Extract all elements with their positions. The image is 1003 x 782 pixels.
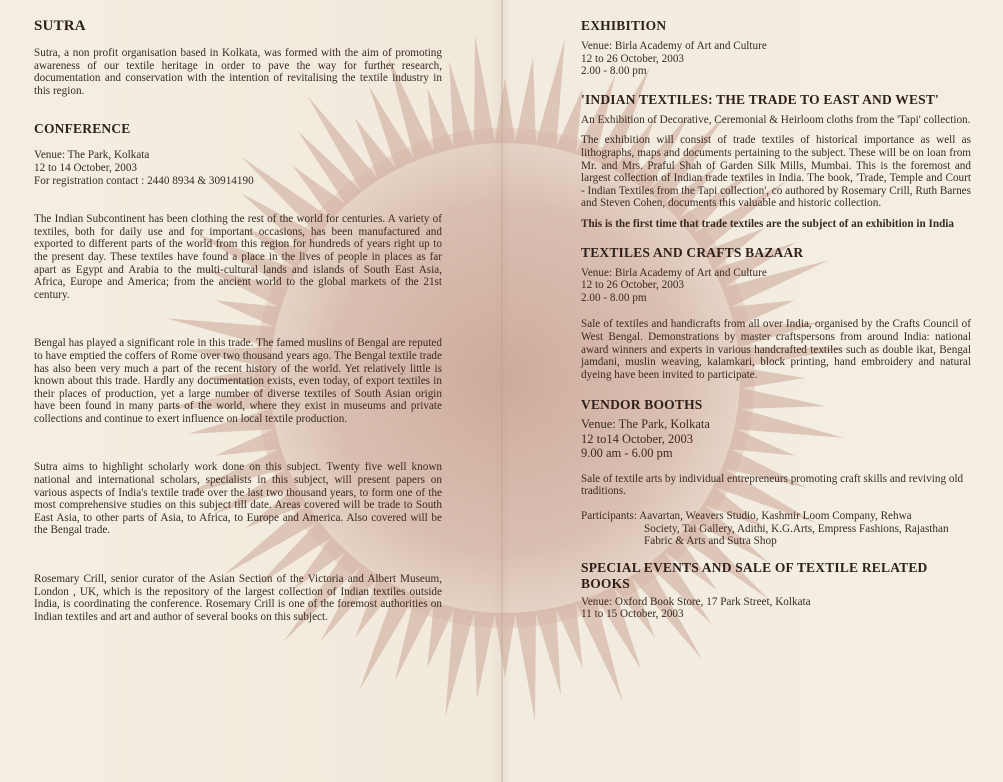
bazaar-dates: 12 to 26 October, 2003	[581, 279, 685, 292]
exhibition-dates: 12 to 26 October, 2003	[581, 52, 685, 65]
vendor-time: 9.00 am - 6.00 pm	[581, 446, 673, 461]
conference-paragraph-3: Sutra aims to highlight scholarly work done on this subject. Twenty five well known national and international scholars, specialists in this subject, will present papers on various aspects of India's textile trade over the last two thousand years, to form one of the most comprehensive studies on this subject till date. Areas covered will be trade to South East Asia, to other parts of Asia, to Africa, to Europe and America. Also covered will be the Bengal trade.	[34, 461, 442, 537]
conference-dates: 12 to 14 October, 2003	[34, 161, 138, 174]
vendor-venue: Venue: The Park, Kolkata	[581, 417, 710, 432]
exhibition-time: 2.00 - 8.00 pm	[581, 65, 647, 78]
vendor-text: Sale of textile arts by individual entrepreneurs promoting craft skills and reviving old traditions.	[581, 472, 964, 498]
sutra-text: Sutra, a non profit organisation based in Kolkata, was formed with the aim of promoting awareness of our textile heritage in order to pave the way for further research, documentation and conservation with the intention of revitalising the textile industry in this region.	[34, 47, 442, 97]
vendor-dates: 12 to14 October, 2003	[581, 431, 693, 446]
indian-textiles-intro: An Exhibition of Decorative, Ceremonial & Heirloom cloths from the 'Tapi' collection.	[581, 113, 971, 126]
indian-textiles-first: This is the first time that trade textiles are the subject of an exhibition in India	[581, 217, 955, 230]
conference-paragraph-4: Rosemary Crill, senior curator of the Asian Section of the Victoria and Albert Museum, London , UK, which is the repository of the largest collection of Indian textiles outside India, is coordinating the conference. Rosemary Crill is one of the foremost authorities on Indian textiles and art and author of several books on this subject.	[34, 573, 442, 623]
participants-line-1	[581, 510, 971, 523]
indian-textiles-title: 'INDIAN TEXTILES: THE TRADE TO EAST AND WEST'	[581, 91, 940, 107]
exhibition-title: EXHIBITION	[581, 18, 667, 33]
bazaar-time: 2.00 - 8.00 pm	[581, 291, 647, 304]
bazaar-venue: Venue: Birla Academy of Art and Culture	[581, 266, 767, 279]
participants-rest: Society, Tai Gallery, Adithi, K.G.Arts, Empress Fashions, Rajasthan Fabric & Arts and Sutra Shop	[644, 522, 949, 548]
participants-label: Participants:	[581, 509, 637, 522]
vendor-title: VENDOR BOOTHS	[581, 397, 703, 413]
sutra-title: SUTRA	[34, 18, 86, 34]
indian-textiles-text: The exhibition will consist of trade textiles of historical importance as well as lithographs, maps and documents pertaining to the subject. These will be on loan from Mr. and Mrs. Praful Shah of Garden Silk Mills, Mumbai. This is the foremost and largest collection of Indian trade textiles in India. The book, 'Trade, Temple and Court - Indian Textiles from the Tapi collection', co authored by Rosemary Crill, Ruth Barnes and Steven Cohen, documents this valuable and historic collection.	[581, 134, 971, 210]
exhibition-venue: Venue: Birla Academy of Art and Culture	[581, 40, 767, 52]
conference-contact: For registration contact : 2440 8934 & 30914190	[34, 174, 254, 187]
conference-paragraph-1: The Indian Subcontinent has been clothing the rest of the world for centuries. A variety of textiles, both for daily use and for important occasions, has been manufactured and exported to different parts of the world from this region for hundreds of years right up to the present day. These textiles have found a place in the lives of people in places as far apart as Egypt and Arabia to the multi-cultural lands and islands of South East Asia, Africa, Europe and America; from the ancient world to the global markets of the 21st century.	[34, 213, 442, 301]
special-venue: Venue: Oxford Book Store, 17 Park Street, Kolkata	[581, 595, 811, 608]
left-column	[34, 18, 442, 623]
bazaar-title: TEXTILES AND CRAFTS BAZAAR	[581, 244, 804, 260]
participants-first: Aavartan, Weavers Studio, Kashmir Loom Company, Rehwa	[639, 509, 912, 522]
conference-venue: Venue: The Park, Kolkata	[34, 149, 150, 162]
conference-paragraph-2: Bengal has played a significant role in this trade. The famed muslins of Bengal are reputed to have emptied the coffers of Rome over two thousand years ago. The Bengal textile trade has also been very much a part of the recent history of the world. Yet relatively little is known about this trade. Hardly any documentation exists, even today, of export textiles in their places of production, yet a large number of diverse textiles of South Asian origin have been found in many parts of the world, where they exist in museums and private collections and continue to exert influence on local textile production.	[34, 337, 442, 425]
conference-title: CONFERENCE	[34, 121, 131, 137]
special-events-title: SPECIAL EVENTS AND SALE OF TEXTILE RELATED BOOKS	[581, 559, 928, 591]
right-column	[581, 18, 971, 621]
bazaar-text: Sale of textiles and handicrafts from all over India, organised by the Crafts Council of West Bengal. Demonstrations by master craftspersons from around India: national award winners and experts in various handcrafted textiles such as double ikat, Bengal jamdani, muslin weaving, kalamkari, block printing, hand embroidery and natural dyeing have been invited to participate.	[581, 318, 971, 381]
special-dates: 11 to 15 October, 2003	[581, 608, 684, 621]
